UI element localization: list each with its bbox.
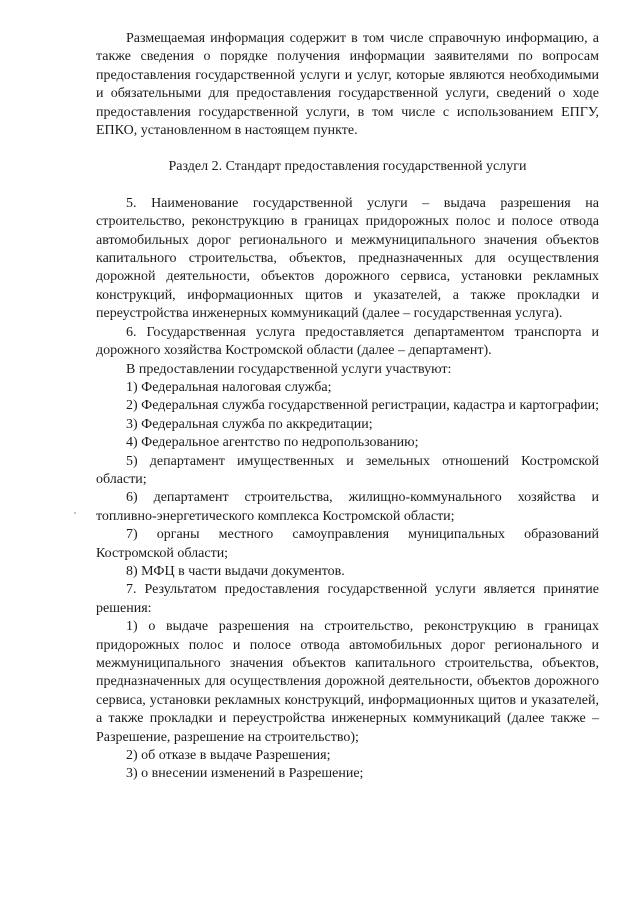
paragraph-participants-intro: В предоставлении государственной услуги участвуют: bbox=[126, 361, 452, 377]
scan-speck bbox=[74, 512, 76, 514]
list-item-participant-6: 6) департамент строительства, жилищно-коммунального хозяйства и топливно-энергетического комплекса Костромской области; bbox=[96, 490, 599, 524]
list-item-participant-3: 3) Федеральная служба по аккредитации; bbox=[126, 416, 373, 432]
paragraph-provider: 6. Государственная услуга предоставляется департаментом транспорта и дорожного хозяйства Костромской области (далее – департамент). bbox=[96, 324, 599, 359]
list-item-result-1: 1) о выдаче разрешения на строительство, реконструкцию в границах придорожных полос и полосе отвода автомобильных дорог регионального и межмуниципального значения объектов капитального строительства, объектов, предназначенных для осуществления дорожной деятельности, объектов дорожного сервиса, установки рекламных конструкций, информационных щитов и указателей, а также прокладки и переустройства инженерных коммуникаций (далее также – Разрешение, разрешение на строительство); bbox=[96, 619, 599, 745]
section-heading: Раздел 2. Стандарт предоставления государственной услуги bbox=[168, 159, 527, 175]
list-item-participant-1: 1) Федеральная налоговая служба; bbox=[126, 379, 332, 395]
paragraph-result-intro: 7. Результатом предоставления государственной услуги является принятие решения: bbox=[96, 582, 599, 616]
list-item-participant-2: 2) Федеральная служба государственной регистрации, кадастра и картографии; bbox=[126, 398, 600, 414]
document-body bbox=[96, 30, 599, 784]
list-item-result-3: 3) о внесении изменений в Разрешение; bbox=[126, 766, 364, 782]
list-item-result-2: 2) об отказе в выдаче Разрешения; bbox=[126, 748, 331, 764]
list-item-participant-7: 7) органы местного самоуправления муниципальных образований Костромской области; bbox=[96, 527, 599, 561]
list-item-participant-8: 8) МФЦ в части выдачи документов. bbox=[126, 563, 345, 579]
list-item-participant-4: 4) Федеральное агентство по недропользованию; bbox=[126, 435, 419, 451]
paragraph-service-name: 5. Наименование государственной услуги – выдача разрешения на строительство, реконструкцию в границах придорожных полос и полосе отвода автомобильных дорог регионального и межмуниципального значения объектов капитального строительства, объектов, предназначенных для осуществления дорожной деятельности, объектов дорожного сервиса, установки рекламных конструкций, информационных щитов и указателей, а также прокладки и переустройства инженерных коммуникаций (далее – государственная услуга). bbox=[96, 195, 599, 322]
list-item-participant-5: 5) департамент имущественных и земельных отношений Костромской области; bbox=[96, 453, 599, 487]
intro-paragraph: Размещаемая информация содержит в том числе справочную информацию, а также сведения о порядке получения информации заявителями по вопросам предоставления государственной услуги и услуг, которые являются необходимыми и обязательными для предоставления государственной услуги, сведений о ходе предоставления государственной услуги, в том числе с использованием ЕПГУ, ЕПКО, установленном в настоящем пункте. bbox=[96, 31, 599, 139]
